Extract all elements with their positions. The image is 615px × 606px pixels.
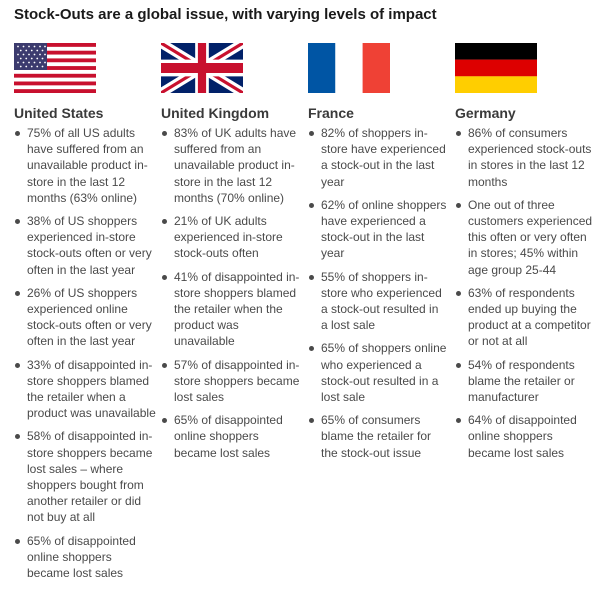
country-name: France <box>308 105 354 121</box>
country-column-germany <box>455 43 595 468</box>
list-item: 62% of online shoppers have experienced a stock-out in the last year <box>308 197 448 262</box>
list-item: 82% of shoppers in-store have experienced a stock-out in the last year <box>308 125 448 190</box>
list-item: 86% of consumers experienced stock-outs in stores in the last 12 months <box>455 125 595 190</box>
list-item: 83% of UK adults have suffered from an unavailable product in-store in the last 12 months (70% online) <box>161 125 301 206</box>
list-item: 63% of respondents ended up buying the product at a competitor or not at all <box>455 285 595 350</box>
bullet-list <box>161 125 301 461</box>
country-name: Germany <box>455 105 516 121</box>
bullet-list <box>308 125 448 461</box>
bullet-list <box>14 125 156 581</box>
list-item: 26% of US shoppers experienced online stock-outs often or very often in the last year <box>14 285 156 350</box>
list-item: 55% of shoppers in-store who experienced a stock-out resulted in a lost sale <box>308 269 448 334</box>
list-item: One out of three customers experienced this often or very often in stores; 45% within age group 25-44 <box>455 197 595 278</box>
list-item: 21% of UK adults experienced in-store stock-outs often <box>161 213 301 262</box>
list-item: 57% of disappointed in-store shoppers became lost sales <box>161 357 301 406</box>
page-title: Stock-Outs are a global issue, with varying levels of impact <box>14 6 437 23</box>
bullet-list <box>455 125 595 461</box>
list-item: 41% of disappointed in-store shoppers blamed the retailer when the product was unavailable <box>161 269 301 350</box>
list-item: 65% of consumers blame the retailer for the stock-out issue <box>308 412 448 461</box>
us-flag-icon <box>14 43 96 93</box>
list-item: 65% of shoppers online who experienced a stock-out resulted in a lost sale <box>308 340 448 405</box>
country-column-uk <box>161 43 301 468</box>
list-item: 38% of US shoppers experienced in-store stock-outs often or very often in the last year <box>14 213 156 278</box>
country-name: United States <box>14 105 104 121</box>
france-flag-icon <box>308 43 390 93</box>
list-item: 64% of disappointed online shoppers became lost sales <box>455 412 595 461</box>
country-name: United Kingdom <box>161 105 270 121</box>
country-column-france <box>308 43 448 468</box>
list-item: 75% of all US adults have suffered from an unavailable product in-store in the last 12 months (63% online) <box>14 125 156 206</box>
country-column-us <box>14 43 156 588</box>
list-item: 65% of disappointed online shoppers became lost sales <box>14 533 156 582</box>
uk-flag-icon <box>161 43 243 93</box>
list-item: 65% of disappointed online shoppers became lost sales <box>161 412 301 461</box>
germany-flag-icon <box>455 43 537 93</box>
list-item: 58% of disappointed in-store shoppers became lost sales – where shoppers bought from another retailer or did not buy at all <box>14 428 156 525</box>
list-item: 54% of respondents blame the retailer or manufacturer <box>455 357 595 406</box>
list-item: 33% of disappointed in-store shoppers blamed the retailer when a product was unavailable <box>14 357 156 422</box>
